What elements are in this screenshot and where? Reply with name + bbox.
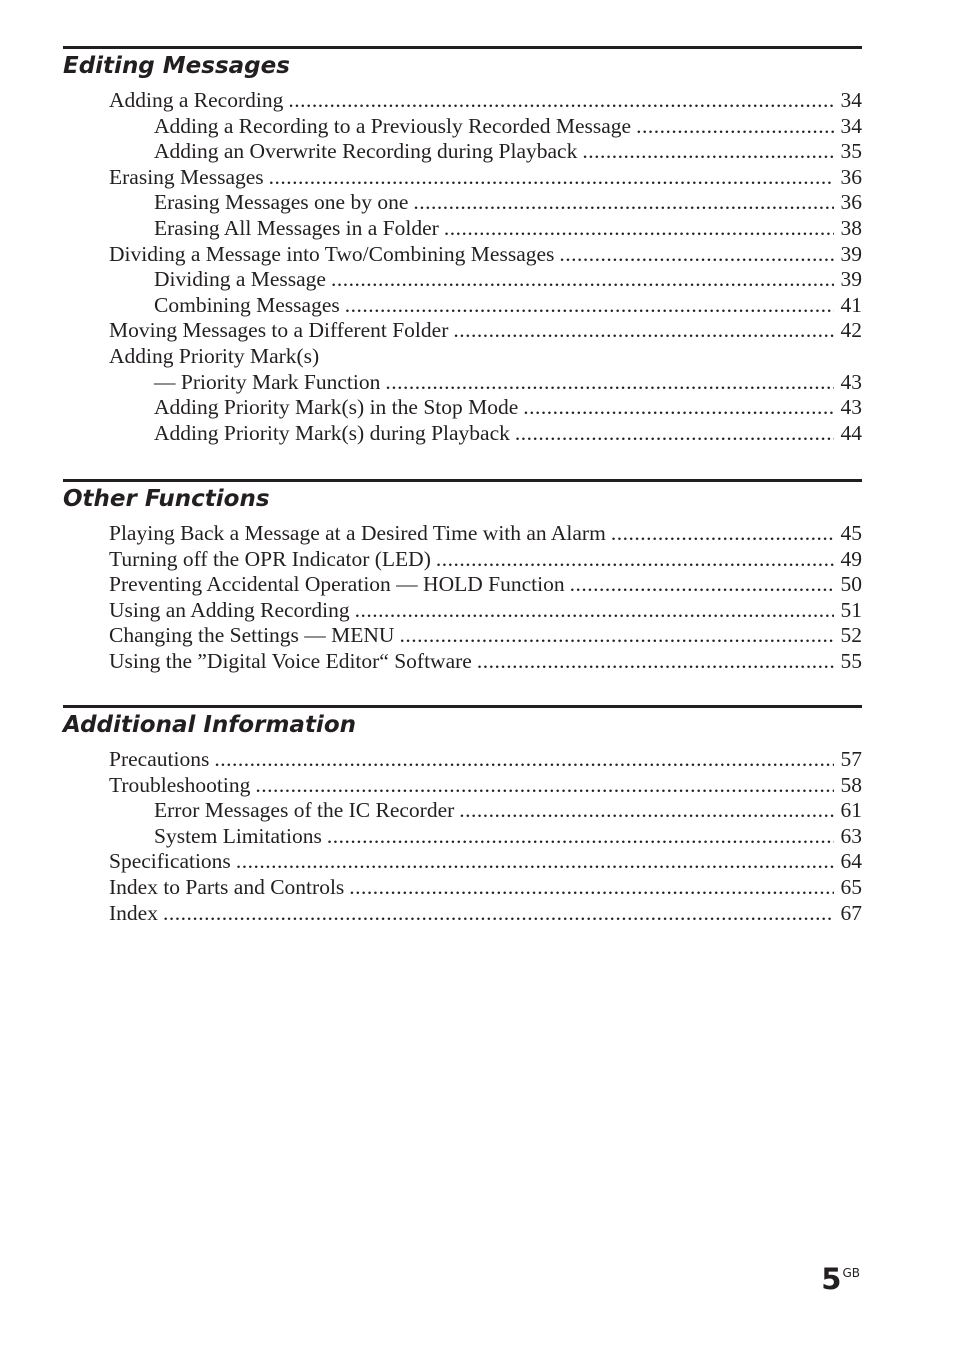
toc-subentry[interactable] — [63, 114, 862, 140]
dot-leader — [236, 849, 834, 875]
toc-subentry[interactable] — [63, 370, 862, 396]
toc-entry[interactable] — [63, 875, 862, 901]
dot-leader — [214, 747, 833, 773]
toc-page-number: 41 — [840, 292, 862, 317]
page-number — [821, 1262, 860, 1296]
toc-entry-label: Combining Messages — [154, 292, 340, 317]
toc-page-number: 35 — [840, 139, 862, 164]
toc-page-number: 44 — [840, 420, 862, 445]
toc-page-number: 49 — [840, 546, 862, 571]
toc-entry-label: Specifications — [109, 849, 231, 874]
dot-leader — [559, 242, 833, 268]
toc-subentry[interactable] — [63, 139, 862, 165]
section-other-functions — [63, 479, 862, 675]
toc-entry[interactable] — [63, 165, 862, 191]
toc-entry[interactable] — [63, 572, 862, 598]
toc-subentry[interactable] — [63, 216, 862, 242]
toc-page-number: 55 — [840, 648, 862, 673]
toc-subentry[interactable] — [63, 190, 862, 216]
toc-entry-label: Using an Adding Recording — [109, 597, 350, 622]
toc-entry-label: Playing Back a Message at a Desired Time with an Alarm — [109, 521, 606, 545]
section-editing-messages — [63, 46, 862, 446]
dot-leader — [570, 572, 834, 598]
dot-leader — [436, 547, 834, 573]
toc-entry-label: Dividing a Message — [154, 267, 326, 292]
toc-entry-label: Index to Parts and Controls — [109, 874, 345, 899]
region-code: GB — [842, 1266, 860, 1280]
toc-entry-label: Adding Priority Mark(s) in the Stop Mode — [154, 395, 519, 420]
dot-leader — [399, 623, 833, 649]
toc-entry-label: Erasing All Messages in a Folder — [154, 215, 439, 240]
toc-page-number: 61 — [840, 798, 862, 823]
toc-page-number: 65 — [840, 874, 862, 899]
dot-leader — [453, 318, 833, 344]
section-divider — [63, 705, 862, 708]
toc-entry[interactable] — [63, 318, 862, 344]
toc-page-number: 51 — [840, 597, 862, 622]
dot-leader — [349, 875, 833, 901]
section-title: Editing Messages — [63, 53, 290, 79]
dot-leader — [163, 901, 834, 927]
toc-entry-label: Precautions — [109, 747, 210, 771]
toc-list — [63, 521, 862, 675]
dot-leader — [413, 190, 833, 216]
toc-subentry[interactable] — [63, 267, 862, 293]
toc-entry[interactable] — [63, 344, 862, 370]
toc-entry-label: — Priority Mark Function — [154, 369, 381, 394]
toc-page-number: 43 — [840, 395, 862, 420]
toc-page-number: 57 — [840, 747, 862, 771]
dot-leader — [444, 216, 834, 242]
page-number-value: 5 — [821, 1262, 842, 1296]
toc-entry[interactable] — [63, 773, 862, 799]
toc-page-number: 36 — [840, 190, 862, 215]
dot-leader — [255, 773, 833, 799]
toc-entry-label: Adding a Recording — [109, 88, 284, 112]
dot-leader — [288, 88, 833, 114]
dot-leader — [477, 649, 834, 675]
toc-page-number: 38 — [840, 215, 862, 240]
toc-entry[interactable] — [63, 242, 862, 268]
toc-entry-label: Index — [109, 900, 158, 925]
toc-entry[interactable] — [63, 521, 862, 547]
toc-entry-label: Using the ”Digital Voice Editor“ Software — [109, 648, 472, 673]
toc-entry-label: Troubleshooting — [109, 772, 251, 797]
toc-list — [63, 747, 862, 926]
dot-leader — [331, 267, 834, 293]
toc-page-number: 39 — [840, 241, 862, 266]
toc-entry-label: Adding an Overwrite Recording during Playback — [154, 139, 578, 164]
toc-page-number: 58 — [840, 772, 862, 797]
toc-list — [63, 88, 862, 446]
section-divider — [63, 479, 862, 482]
toc-subentry[interactable] — [63, 421, 862, 447]
toc-entry-label: Erasing Messages — [109, 164, 264, 189]
dot-leader — [582, 139, 833, 165]
toc-entry-label: Preventing Accidental Operation — HOLD Function — [109, 572, 565, 597]
toc-entry[interactable] — [63, 598, 862, 624]
toc-entry-label: Adding a Recording to a Previously Recorded Message — [154, 113, 632, 138]
toc-entry[interactable] — [63, 547, 862, 573]
toc-page-number: 45 — [840, 521, 862, 545]
dot-leader — [269, 165, 834, 191]
toc-entry-label: Changing the Settings — MENU — [109, 623, 395, 648]
dot-leader — [385, 370, 833, 396]
dot-leader — [523, 395, 833, 421]
toc-entry-label: Adding Priority Mark(s) during Playback — [154, 420, 510, 445]
toc-entry-label: Adding Priority Mark(s) — [109, 343, 320, 368]
toc-page-number: 39 — [840, 267, 862, 292]
toc-entry[interactable] — [63, 649, 862, 675]
toc-subentry[interactable] — [63, 824, 862, 850]
toc-entry-label: Moving Messages to a Different Folder — [109, 318, 449, 343]
toc-entry-label: System Limitations — [154, 823, 322, 848]
toc-subentry[interactable] — [63, 395, 862, 421]
toc-entry[interactable] — [63, 849, 862, 875]
toc-subentry[interactable] — [63, 293, 862, 319]
dot-leader — [459, 798, 833, 824]
toc-page-number: 34 — [840, 88, 862, 112]
section-divider — [63, 46, 862, 49]
dot-leader — [345, 293, 834, 319]
toc-page-number: 34 — [840, 113, 862, 138]
toc-page-number: 42 — [840, 318, 862, 343]
toc-page-number: 67 — [840, 900, 862, 925]
toc-page-number: 50 — [840, 572, 862, 597]
dot-leader — [636, 114, 833, 140]
section-title: Additional Information — [63, 712, 356, 738]
toc-entry-label: Erasing Messages one by one — [154, 190, 409, 215]
section-title: Other Functions — [63, 486, 270, 512]
dot-leader — [515, 421, 834, 447]
toc-entry[interactable] — [63, 88, 862, 114]
toc-page-number: 52 — [840, 623, 862, 648]
toc-entry[interactable] — [63, 901, 862, 927]
toc-entry[interactable] — [63, 623, 862, 649]
toc-entry-label: Error Messages of the IC Recorder — [154, 798, 455, 823]
toc-entry-label: Turning off the OPR Indicator (LED) — [109, 546, 431, 571]
toc-page-number: 36 — [840, 164, 862, 189]
toc-page-number: 64 — [840, 849, 862, 874]
section-additional-information — [63, 705, 862, 926]
dot-leader — [327, 824, 834, 850]
toc-page-number: 43 — [840, 369, 862, 394]
toc-subentry[interactable] — [63, 798, 862, 824]
toc-entry-label: Dividing a Message into Two/Combining Messages — [109, 241, 555, 266]
dot-leader — [611, 521, 834, 547]
toc-page-number: 63 — [840, 823, 862, 848]
dot-leader — [355, 598, 834, 624]
toc-entry[interactable] — [63, 747, 862, 773]
